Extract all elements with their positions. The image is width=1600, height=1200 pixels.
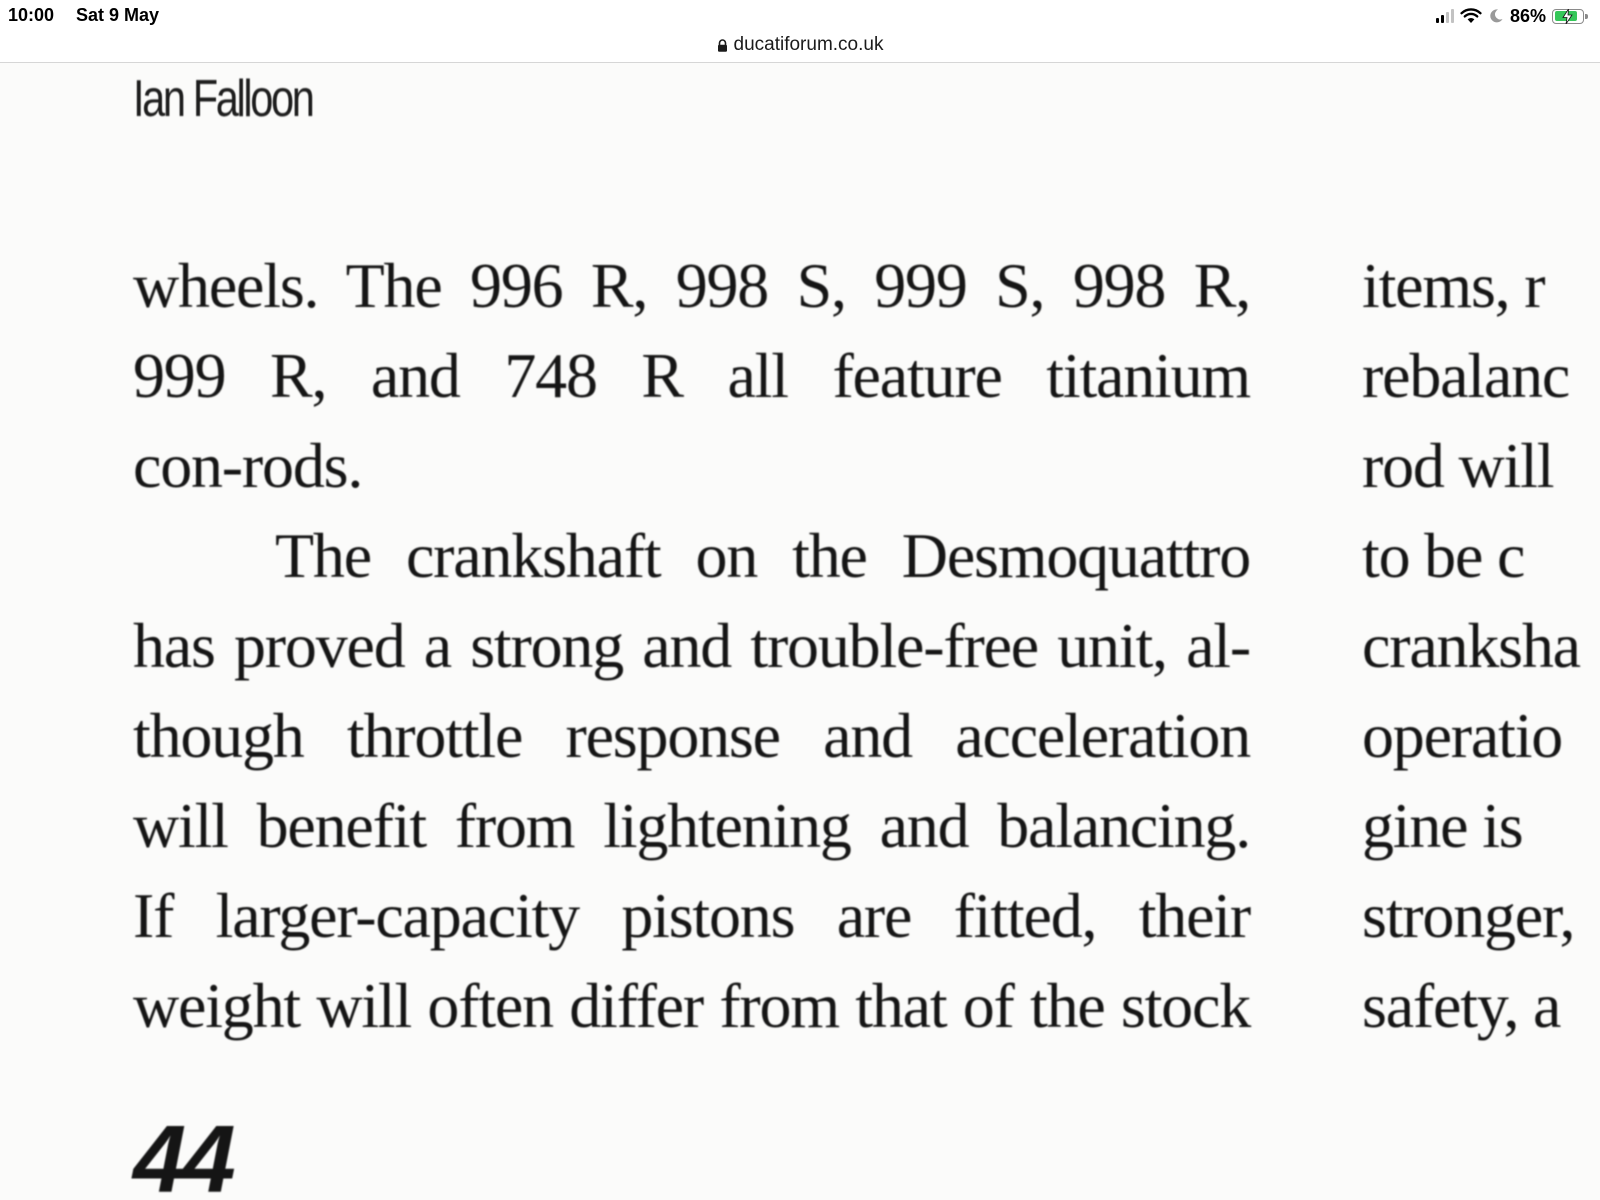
- text-line: cranksha: [1362, 610, 1580, 681]
- battery-percentage: 86%: [1509, 5, 1546, 26]
- charging-bolt-icon: [1562, 9, 1573, 24]
- wifi-icon: [1460, 8, 1482, 24]
- status-time: 10:00: [8, 5, 55, 25]
- lock-icon: [717, 39, 728, 52]
- status-indicators: [1436, 5, 1584, 27]
- text-line: will benefit from lightening and balancing.: [133, 790, 1250, 861]
- text-line: safety, a: [1362, 970, 1561, 1041]
- text-line: weight will often differ from that of the stock: [133, 970, 1250, 1041]
- battery-icon: [1552, 9, 1584, 24]
- address-bar[interactable]: [0, 28, 1600, 62]
- page-number: 44: [133, 1106, 232, 1200]
- url-text[interactable]: ducatiforum.co.uk: [733, 34, 884, 55]
- text-line: stronger,: [1362, 880, 1575, 951]
- text-line: gine is: [1362, 790, 1523, 861]
- text-line: operatio: [1362, 700, 1563, 771]
- do-not-disturb-moon-icon: [1488, 8, 1504, 24]
- text-line: con-rods.: [133, 430, 363, 501]
- right-text-column: [1362, 241, 1600, 1051]
- text-line: The crankshaft on the Desmoquattro: [275, 520, 1250, 591]
- text-line: 999 R, and 748 R all feature titanium: [133, 340, 1250, 411]
- text-line: has proved a strong and trouble-free unit, al-: [133, 610, 1250, 681]
- text-line: rebalanc: [1362, 340, 1570, 411]
- text-line: items, r: [1362, 250, 1545, 321]
- cellular-signal-icon: [1436, 9, 1454, 23]
- status-date: Sat 9 May: [76, 5, 160, 25]
- text-line: wheels. The 996 R, 998 S, 999 S, 998 R,: [133, 250, 1250, 321]
- text-line: rod will: [1362, 430, 1554, 501]
- text-line: If larger-capacity pistons are fitted, their: [133, 880, 1250, 951]
- running-head: Ian Falloon: [133, 70, 313, 128]
- status-bar: [0, 0, 1600, 30]
- left-text-column: [133, 241, 1250, 1051]
- text-line: though throttle response and acceleration: [133, 700, 1250, 771]
- text-line: to be c: [1362, 520, 1525, 591]
- book-page-image: [0, 63, 1600, 1200]
